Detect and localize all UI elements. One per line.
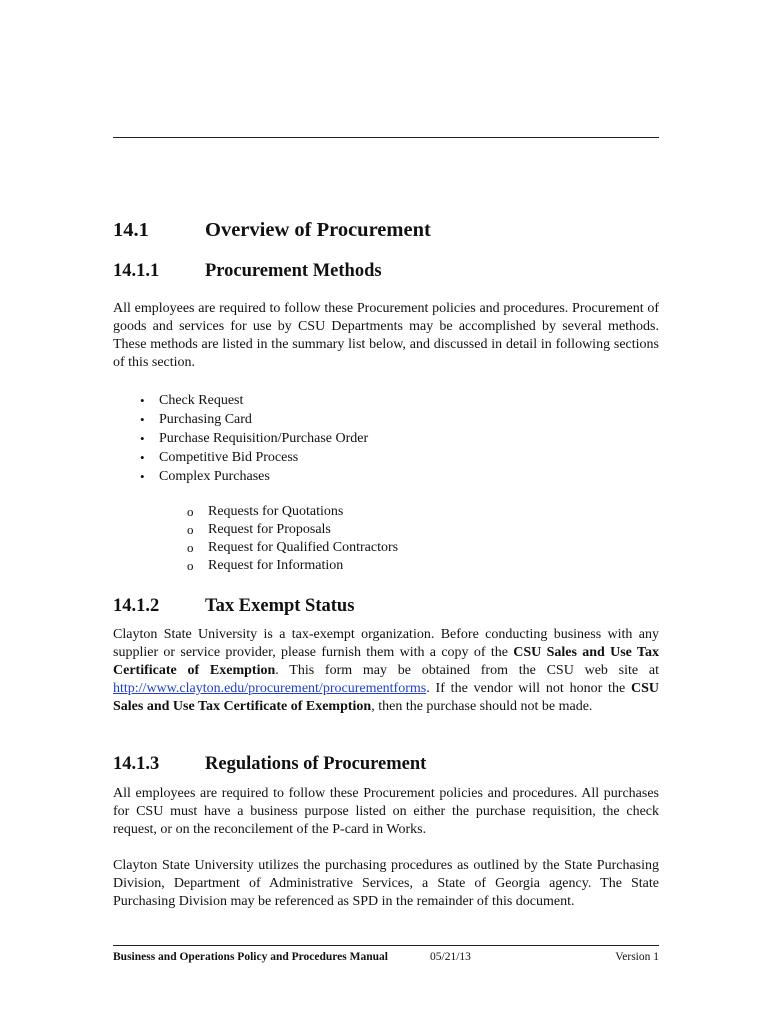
list-item: • Purchasing Card [140, 412, 252, 427]
list-item: • Check Request [140, 393, 244, 408]
regulations-paragraph-1: All employees are required to follow these Procurement policies and procedures. All purchases for CSU must have a business purpose listed on either the purchase requisition, the check request, or on the reconcilement of the P-card in Works. [113, 786, 659, 837]
circle-bullet-icon: o [187, 540, 194, 555]
sub-list-item: o Request for Qualified Contractors [187, 540, 399, 555]
bullet-icon: • [140, 412, 145, 427]
list-item: • Competitive Bid Process [140, 450, 299, 465]
procurement-methods-heading [113, 258, 659, 284]
tax-exempt-number: 14.1.2 [113, 596, 160, 616]
bullet-icon: • [140, 393, 145, 408]
procurement-methods-number: 14.1.1 [113, 261, 160, 281]
certificate-name: CSU Sales and Use Tax Certificate of Exemption [113, 681, 659, 714]
tax-exempt-paragraph: Clayton State University is a tax-exempt organization. Before conducting business with any supplier or service provider, please furnish them with a copy of the CSU Sales and Use Tax Certificate of Exemption. This form may be obtained from the CSU web site at http://www.clayton.edu/procurement/procurementforms. If the vendor will not honor the CSU Sales and Use Tax Certificate of Exemption, then the purchase should not be made. [113, 627, 659, 714]
section-heading [113, 216, 659, 244]
bullet-icon: • [140, 469, 145, 484]
header-rule [113, 137, 659, 138]
bullet-icon: • [140, 431, 145, 446]
regulations-paragraph-2: Clayton State University utilizes the purchasing procedures as outlined by the State Purchasing Division, Department of Administrative Services, a State of Georgia agency. The State Purchasing Division may be referenced as SPD in the remainder of this document. [113, 858, 659, 909]
complex-purchases-sublist [187, 503, 398, 575]
footer-date: 05/21/13 [430, 951, 471, 963]
regulations-number: 14.1.3 [113, 754, 160, 774]
circle-bullet-icon: o [187, 558, 194, 573]
bullet-icon: • [140, 450, 145, 465]
procurement-methods-title: Procurement Methods [205, 261, 382, 281]
circle-bullet-icon: o [187, 522, 194, 537]
tax-exempt-heading [113, 593, 659, 619]
sub-list-item: o Request for Information [187, 558, 344, 573]
procurement-methods-list [140, 391, 368, 486]
list-item: • Complex Purchases [140, 469, 270, 484]
sub-list-item: o Request for Proposals [187, 522, 331, 537]
footer-manual-title: Business and Operations Policy and Procedures Manual [113, 951, 388, 963]
tax-exempt-title: Tax Exempt Status [205, 596, 355, 616]
sub-list-item: o Requests for Quotations [187, 504, 344, 519]
list-item: • Purchase Requisition/Purchase Order [140, 431, 369, 446]
footer-rule [113, 945, 659, 946]
footer-version: Version 1 [615, 951, 659, 963]
certificate-name: CSU Sales and Use Tax Certificate of Exemption [113, 645, 659, 678]
regulations-title: Regulations of Procurement [205, 754, 427, 774]
section-number: 14.1 [113, 219, 149, 241]
section-title: Overview of Procurement [205, 219, 431, 241]
circle-bullet-icon: o [187, 504, 194, 519]
procurement-forms-link[interactable]: http://www.clayton.edu/procurement/procurementforms [113, 681, 427, 696]
procurement-methods-paragraph: All employees are required to follow these Procurement policies and procedures. Procurement of goods and services for use by CSU Departments may be accomplished by several methods. These methods are listed in the summary list below, and discussed in detail in following sections of this section. [113, 301, 659, 370]
regulations-heading [113, 751, 659, 777]
